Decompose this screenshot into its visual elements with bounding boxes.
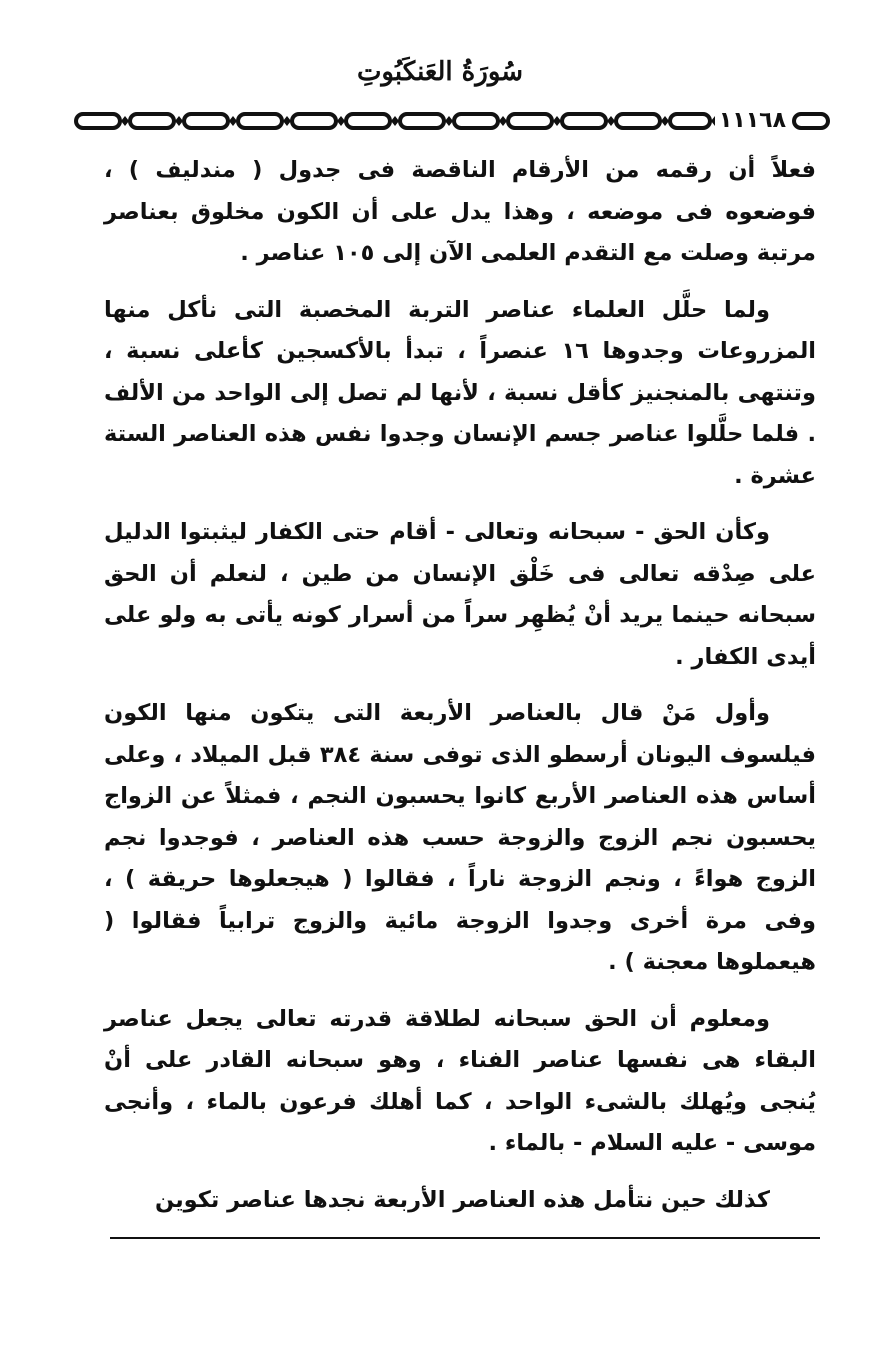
paragraph: وكأن الحق - سبحانه وتعالى - أقام حتى الكفار ليثبتوا الدليل على صِدْقه تعالى فى خَلْق الإنسان من طين ، لنعلم أن الحق سبحانه حينما يريد أنْ يُظهِر سراً من أسرار كونه يأتى به ولو على أيدى الكفار . xyxy=(104,519,816,670)
page-number: ١١١٦٨ xyxy=(715,108,790,134)
header-ornament-border xyxy=(72,108,832,134)
paragraph: ولما حلَّل العلماء عناصر التربة المخصبة التى نأكل منها المزروعات وجدوها ١٦ عنصراً ، تبدأ بالأكسجين كأعلى نسبة ، وتنتهى بالمنجنيز كأقل نسبة ، لأنها لم تصل إلى الواحد من الألف . فلما حلَّلوا عناصر جسم الإنسان وجدوا نفس هذه العناصر الستة عشرة . xyxy=(104,296,816,489)
footer-divider xyxy=(110,1237,820,1239)
paragraph: فعلاً أن رقمه من الأرقام الناقصة فى جدول ( مندليف ) ، فوضعوه فى موضعه ، وهذا يدل على أن الكون مخلوق بعناصر مرتبة وصلت مع التقدم العلمى الآن إلى ١٠٥ عناصر . xyxy=(104,157,816,266)
paragraph: ومعلوم أن الحق سبحانه لطلاقة قدرته تعالى يجعل عناصر البقاء هى نفسها عناصر الفناء ، وهو سبحانه القادر على أنْ يُنجى ويُهلك بالشىء الواحد ، كما أهلك فرعون بالماء ، وأنجى موسى - عليه السلام - بالماء . xyxy=(104,1005,816,1156)
page-body xyxy=(104,150,816,1236)
paragraph: وأول مَنْ قال بالعناصر الأربعة التى يتكون منها الكون فيلسوف اليونان أرسطو الذى توفى سنة ٣٨٤ قبل الميلاد ، وعلى أساس هذه العناصر الأربع كانوا يحسبون النجم ، فمثلاً عن الزواج يحسبون نجم الزوج والزوجة حسب هذه العناصر ، فوجدوا نجم الزوج هواءً ، ونجم الزوجة ناراً ، فقالوا ( هيجعلوها حريقة ) ، وفى مرة أخرى وجدوا الزوجة مائية والزوج ترابياً فقالوا ( هيعملوها معجنة ) . xyxy=(104,700,816,975)
surah-title: سُورَةُ العَنكَبُوتِ xyxy=(356,57,524,87)
paragraph: كذلك حين نتأمل هذه العناصر الأربعة نجدها عناصر تكوين xyxy=(154,1186,770,1213)
